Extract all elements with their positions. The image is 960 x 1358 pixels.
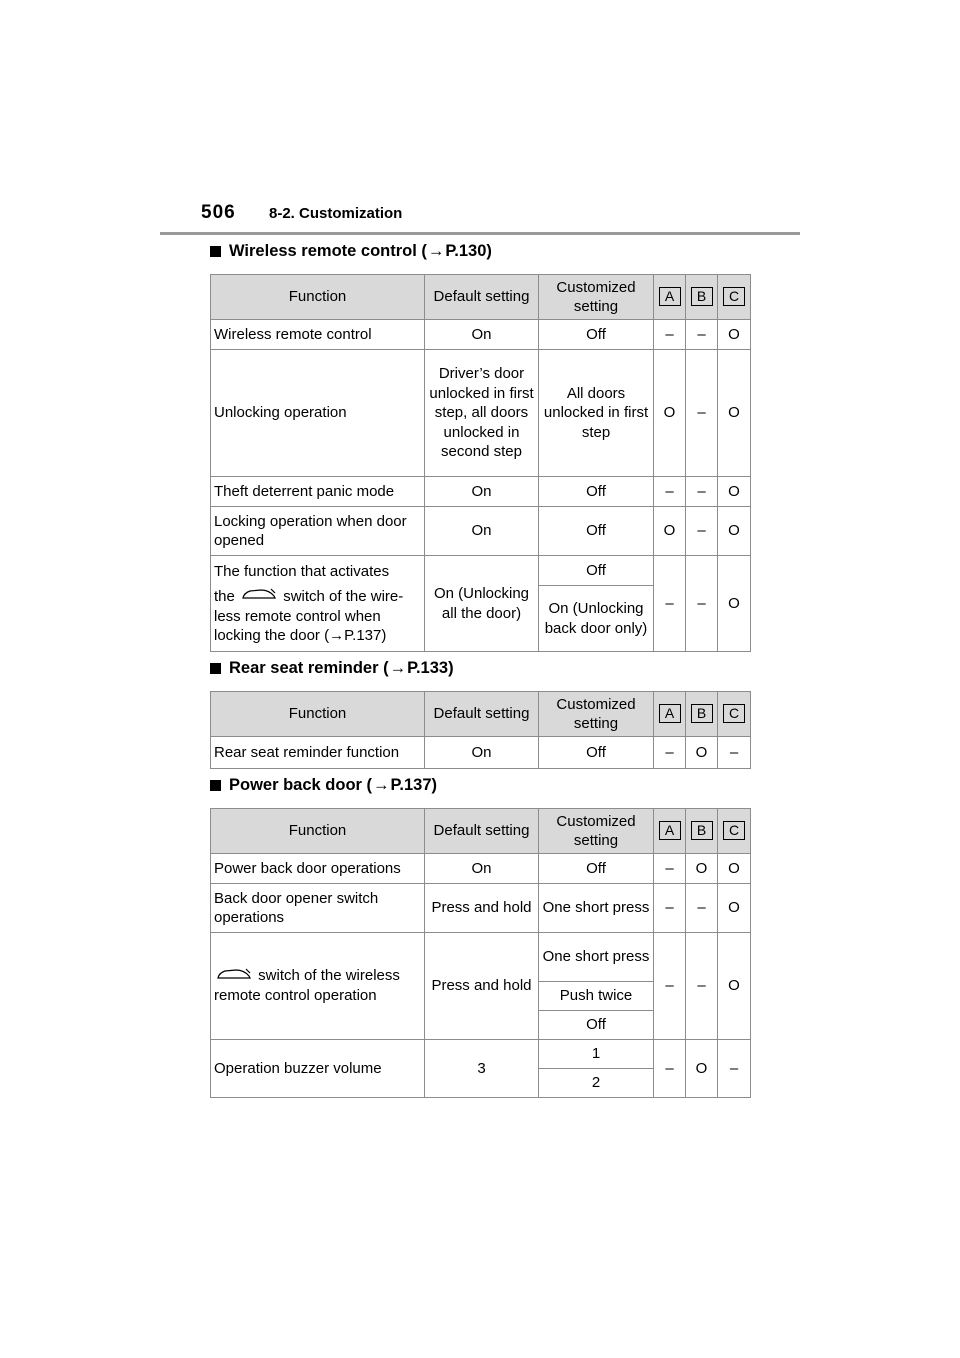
table-header-row bbox=[211, 809, 751, 854]
col-b: B bbox=[686, 809, 718, 854]
heading-text: Power back door ( bbox=[229, 776, 373, 794]
col-a: A bbox=[654, 809, 686, 854]
col-customized: Customized setting bbox=[539, 692, 654, 737]
cell-custom: Off bbox=[539, 320, 654, 350]
cell-default: Press and hold bbox=[425, 884, 539, 933]
cell-custom: Off bbox=[539, 507, 654, 556]
cell-b: – bbox=[686, 933, 718, 1040]
col-c: C bbox=[718, 809, 751, 854]
car-back-door-icon bbox=[241, 587, 277, 607]
function-text-mid: switch of the wire-less remote control when locking the door ( bbox=[214, 588, 404, 645]
col-a: A bbox=[654, 275, 686, 320]
function-text-top: The function that activates bbox=[214, 563, 390, 581]
table-header-row bbox=[211, 692, 751, 737]
col-function: Function bbox=[211, 809, 425, 854]
cell-a: – bbox=[654, 556, 686, 652]
cell-function: Theft deterrent panic mode bbox=[211, 477, 425, 507]
table-row bbox=[211, 477, 751, 507]
cell-default: On bbox=[425, 737, 539, 769]
page-header bbox=[201, 202, 402, 224]
heading-wireless-remote bbox=[210, 242, 492, 261]
cell-function bbox=[211, 556, 425, 652]
cell-a: – bbox=[654, 884, 686, 933]
cell-c: O bbox=[718, 477, 751, 507]
cell-default: On bbox=[425, 477, 539, 507]
heading-rear-seat-reminder bbox=[210, 659, 454, 678]
heading-text: Wireless remote control ( bbox=[229, 242, 427, 260]
cell-custom: Push twice bbox=[539, 982, 654, 1011]
cell-a: – bbox=[654, 477, 686, 507]
page-reference-link[interactable]: P.130) bbox=[445, 242, 492, 260]
cell-a: – bbox=[654, 1040, 686, 1098]
cell-b: O bbox=[686, 1040, 718, 1098]
cell-b: – bbox=[686, 477, 718, 507]
cell-custom: All doors unlocked in first step bbox=[539, 350, 654, 477]
cell-custom: Off bbox=[539, 556, 654, 586]
col-c: C bbox=[718, 692, 751, 737]
table-row bbox=[211, 884, 751, 933]
arrow-right-icon: → bbox=[427, 242, 445, 260]
cell-c: O bbox=[718, 854, 751, 884]
col-default: Default setting bbox=[425, 275, 539, 320]
function-text-body bbox=[214, 587, 421, 646]
table-header-row bbox=[211, 275, 751, 320]
cell-custom: 2 bbox=[539, 1069, 654, 1098]
cell-c: O bbox=[718, 320, 751, 350]
table-row bbox=[211, 556, 751, 586]
cell-default: 3 bbox=[425, 1040, 539, 1098]
arrow-right-icon: → bbox=[373, 776, 390, 794]
cell-a: – bbox=[654, 320, 686, 350]
page-reference-link[interactable]: P.137) bbox=[344, 627, 387, 645]
table-row bbox=[211, 350, 751, 477]
bullet-square-icon bbox=[210, 663, 221, 674]
cell-default: Driver’s door unlocked in first step, all doors unlocked in second step bbox=[425, 350, 539, 477]
cell-c: O bbox=[718, 556, 751, 652]
cell-b: O bbox=[686, 737, 718, 769]
table-row bbox=[211, 854, 751, 884]
table-rear-seat-reminder bbox=[210, 691, 751, 769]
cell-c: O bbox=[718, 507, 751, 556]
arrow-right-icon: → bbox=[389, 659, 407, 677]
table-power-back-door bbox=[210, 808, 751, 1098]
cell-custom: Off bbox=[539, 737, 654, 769]
cell-b: – bbox=[686, 320, 718, 350]
cell-b: – bbox=[686, 556, 718, 652]
cell-a: O bbox=[654, 350, 686, 477]
col-default: Default setting bbox=[425, 809, 539, 854]
header-rule bbox=[160, 232, 800, 235]
cell-function: Wireless remote control bbox=[211, 320, 425, 350]
cell-custom: One short press bbox=[539, 884, 654, 933]
page-reference-link[interactable]: P.133) bbox=[407, 659, 454, 677]
cell-custom: Off bbox=[539, 854, 654, 884]
table-row bbox=[211, 320, 751, 350]
cell-function: Unlocking operation bbox=[211, 350, 425, 477]
col-c: C bbox=[718, 275, 751, 320]
cell-b: O bbox=[686, 854, 718, 884]
page-reference-link[interactable]: P.137) bbox=[390, 776, 438, 794]
col-function: Function bbox=[211, 692, 425, 737]
cell-a: – bbox=[654, 737, 686, 769]
cell-a: – bbox=[654, 854, 686, 884]
cell-function: Power back door operations bbox=[211, 854, 425, 884]
cell-default: Press and hold bbox=[425, 933, 539, 1040]
cell-a: O bbox=[654, 507, 686, 556]
table-row bbox=[211, 933, 751, 982]
cell-function: Operation buzzer volume bbox=[211, 1040, 425, 1098]
bullet-square-icon bbox=[210, 246, 221, 257]
col-customized: Customized setting bbox=[539, 275, 654, 320]
page-number: 506 bbox=[201, 202, 236, 223]
cell-custom: 1 bbox=[539, 1040, 654, 1069]
car-back-door-icon bbox=[216, 967, 252, 987]
cell-c: O bbox=[718, 884, 751, 933]
cell-function: Rear seat reminder function bbox=[211, 737, 425, 769]
heading-text: Rear seat reminder ( bbox=[229, 659, 389, 677]
cell-default: On bbox=[425, 320, 539, 350]
cell-custom: One short press bbox=[539, 933, 654, 982]
cell-a: – bbox=[654, 933, 686, 1040]
cell-default: On bbox=[425, 507, 539, 556]
arrow-right-icon: → bbox=[329, 627, 345, 645]
cell-b: – bbox=[686, 884, 718, 933]
function-text-the: the bbox=[214, 588, 235, 606]
cell-default: On bbox=[425, 854, 539, 884]
table-wireless-remote bbox=[210, 274, 751, 652]
bullet-square-icon bbox=[210, 780, 221, 791]
cell-c: O bbox=[718, 933, 751, 1040]
table-row bbox=[211, 1040, 751, 1069]
table-row bbox=[211, 737, 751, 769]
col-a: A bbox=[654, 692, 686, 737]
cell-c: – bbox=[718, 1040, 751, 1098]
function-text: switch of the wireless remote control operation bbox=[214, 967, 400, 1005]
table-row bbox=[211, 507, 751, 556]
cell-function: Locking operation when door opened bbox=[211, 507, 425, 556]
cell-c: O bbox=[718, 350, 751, 477]
col-b: B bbox=[686, 692, 718, 737]
heading-power-back-door bbox=[210, 776, 437, 795]
cell-custom: On (Unlocking back door only) bbox=[539, 586, 654, 652]
col-function: Function bbox=[211, 275, 425, 320]
cell-c: – bbox=[718, 737, 751, 769]
cell-custom: Off bbox=[539, 1011, 654, 1040]
cell-b: – bbox=[686, 507, 718, 556]
cell-b: – bbox=[686, 350, 718, 477]
col-default: Default setting bbox=[425, 692, 539, 737]
col-b: B bbox=[686, 275, 718, 320]
section-title: 8-2. Customization bbox=[269, 205, 403, 222]
cell-default: On (Unlocking all the door) bbox=[425, 556, 539, 652]
cell-custom: Off bbox=[539, 477, 654, 507]
cell-function bbox=[211, 933, 425, 1040]
cell-function: Back door opener switch operations bbox=[211, 884, 425, 933]
col-customized: Customized setting bbox=[539, 809, 654, 854]
